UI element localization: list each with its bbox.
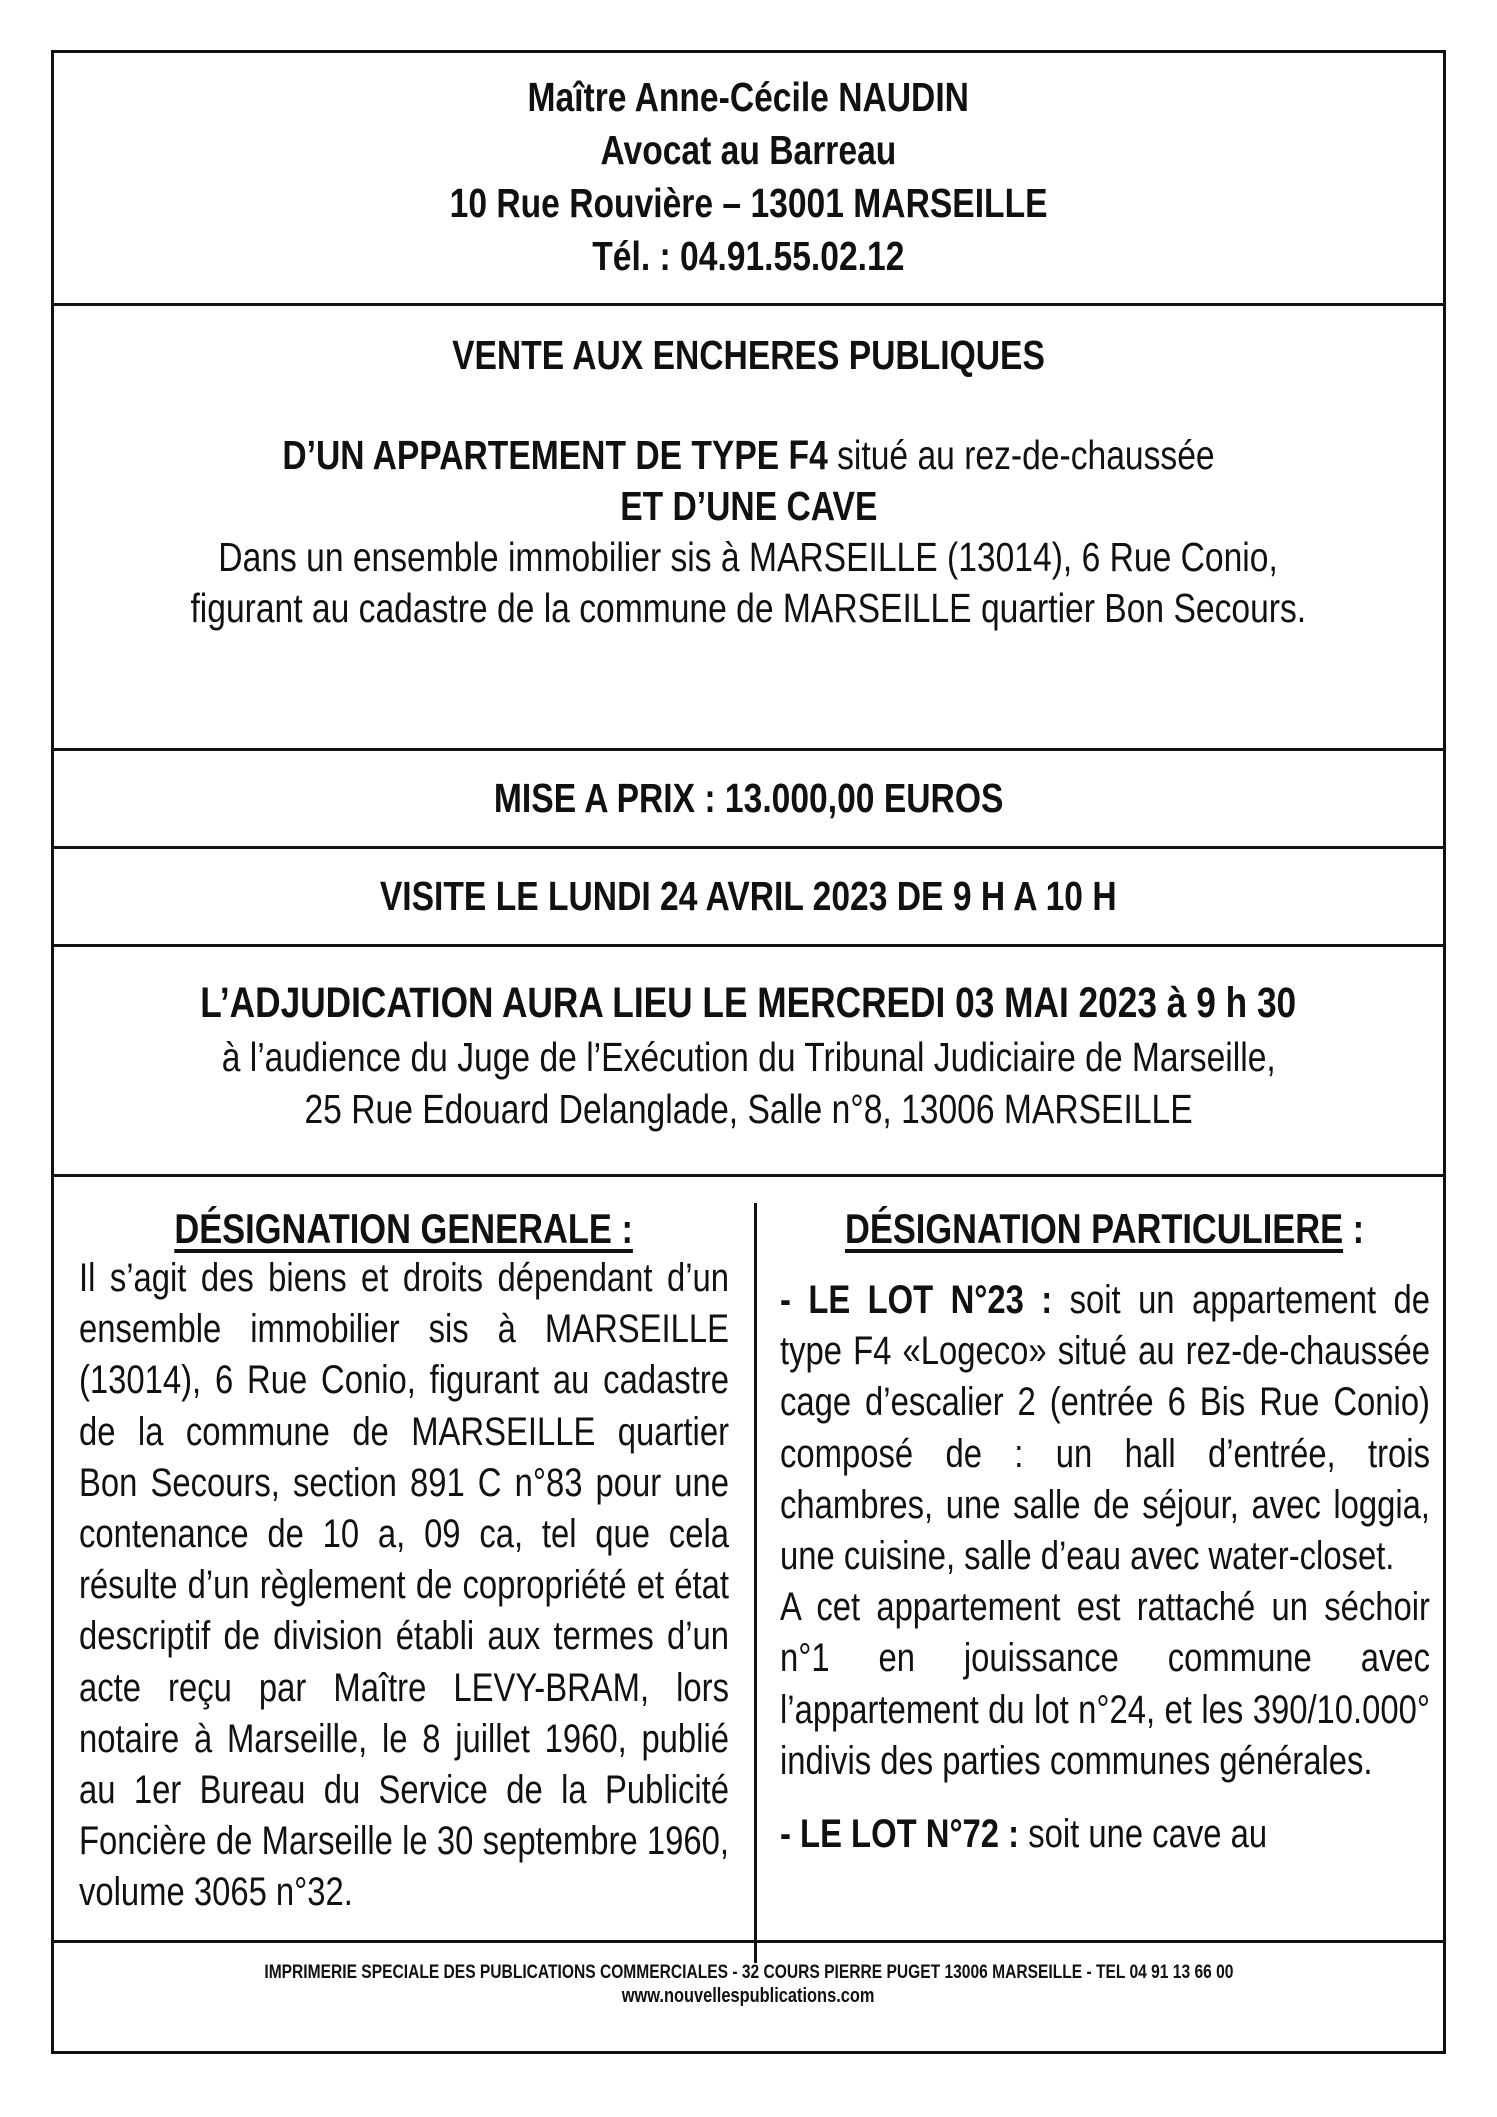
sale-object bbox=[282, 430, 1214, 481]
visit-date: VISITE LE LUNDI 24 AVRIL 2023 DE 9 H A 10 H bbox=[380, 873, 1117, 919]
lawyer-role: Avocat au Barreau bbox=[600, 127, 897, 173]
sale-cave: ET D’UNE CAVE bbox=[619, 483, 878, 529]
general-designation-column bbox=[79, 1177, 729, 1940]
lot-23-paragraph bbox=[780, 1275, 1430, 1582]
legal-notice-frame bbox=[51, 50, 1446, 2054]
lot-23-label: - LE LOT N°23 : bbox=[780, 1278, 1053, 1322]
general-designation-title: DÉSIGNATION GENERALE : bbox=[174, 1205, 634, 1252]
lot-23-text: soit un appartement de type F4 «Logeco» situé au rez-de-chaussée cage d’escalier 2 (entrée 6 Bis Rue Conio) composé de : un hall d’entrée, trois chambres, une salle de séjour, avec loggia, une cuisine, salle d’eau avec water-closet. bbox=[780, 1278, 1430, 1579]
lawyer-name: Maître Anne-Cécile NAUDIN bbox=[527, 74, 970, 120]
lot-23-extra-paragraph: A cet appartement est rattaché un séchoir n°1 en jouissance commune avec l’appartement du lot n°24, et les 390/10.000° indivis des parties communes générales. bbox=[780, 1585, 1430, 1783]
particular-designation-title: DÉSIGNATION PARTICULIERE bbox=[845, 1205, 1344, 1252]
sale-object-bold: D’UN APPARTEMENT DE TYPE F4 bbox=[282, 432, 828, 478]
adjudication-line2: 25 Rue Edouard Delanglade, Salle n°8, 13006 MARSEILLE bbox=[304, 1086, 1193, 1132]
particular-designation-column bbox=[780, 1177, 1430, 1940]
lawyer-address: 10 Rue Rouvière – 13001 MARSEILLE bbox=[449, 180, 1048, 226]
sale-location-line2: figurant au cadastre de la commune de MARSEILLE quartier Bon Secours. bbox=[190, 585, 1307, 631]
sale-object-rest: situé au rez-de-chaussée bbox=[827, 432, 1215, 478]
particular-designation-colon: : bbox=[1343, 1205, 1365, 1252]
visit-section bbox=[54, 849, 1443, 947]
lot-72-text: soit une cave au bbox=[1019, 1812, 1268, 1857]
printer-info: IMPRIMERIE SPECIALE DES PUBLICATIONS COMMERCIALES - 32 COURS PIERRE PUGET 13006 MARSEILLE - TEL 04 91 13 66 00 bbox=[263, 1962, 1234, 1983]
adjudication-line1: à l’audience du Juge de l’Exécution du Tribunal Judiciaire de Marseille, bbox=[221, 1034, 1276, 1080]
starting-price: MISE A PRIX : 13.000,00 EUROS bbox=[493, 775, 1004, 821]
adjudication-title: L’ADJUDICATION AURA LIEU LE MERCREDI 03 MAI 2023 à 9 h 30 bbox=[200, 979, 1297, 1027]
sale-title: VENTE AUX ENCHERES PUBLIQUES bbox=[452, 332, 1045, 378]
general-designation-text: Il s’agit des biens et droits dépendant d’un ensemble immobilier sis à MARSEILLE (13014), 6 Rue Conio, figurant au cadastre de la commune de MARSEILLE quartier Bon Secours, section 891 C n°83 pour une contenance de 10 a, 09 ca, tel que cela résulte d’un règlement de copropriété et état descriptif de division établi aux termes d’un acte reçu par Maître LEVY-BRAM, lors notaire à Marseille, le 8 juillet 1960, publié au 1er Bureau du Service de la Publicité Foncière de Marseille le 30 septembre 1960, volume 3065 n°32. bbox=[79, 1256, 729, 1915]
column-divider bbox=[754, 1203, 757, 1963]
adjudication-section bbox=[54, 947, 1443, 1177]
lawyer-header bbox=[54, 53, 1443, 306]
lot-72-label: - LE LOT N°72 : bbox=[780, 1812, 1020, 1857]
sale-description bbox=[54, 306, 1443, 751]
printer-footer bbox=[54, 1940, 1443, 2051]
lot-72-paragraph bbox=[780, 1809, 1430, 1860]
starting-price-section bbox=[54, 751, 1443, 849]
lawyer-phone: Tél. : 04.91.55.02.12 bbox=[592, 233, 905, 279]
sale-location-line1: Dans un ensemble immobilier sis à MARSEILLE (13014), 6 Rue Conio, bbox=[218, 534, 1279, 580]
printer-website[interactable]: www.nouvellespublications.com bbox=[622, 1985, 875, 2007]
